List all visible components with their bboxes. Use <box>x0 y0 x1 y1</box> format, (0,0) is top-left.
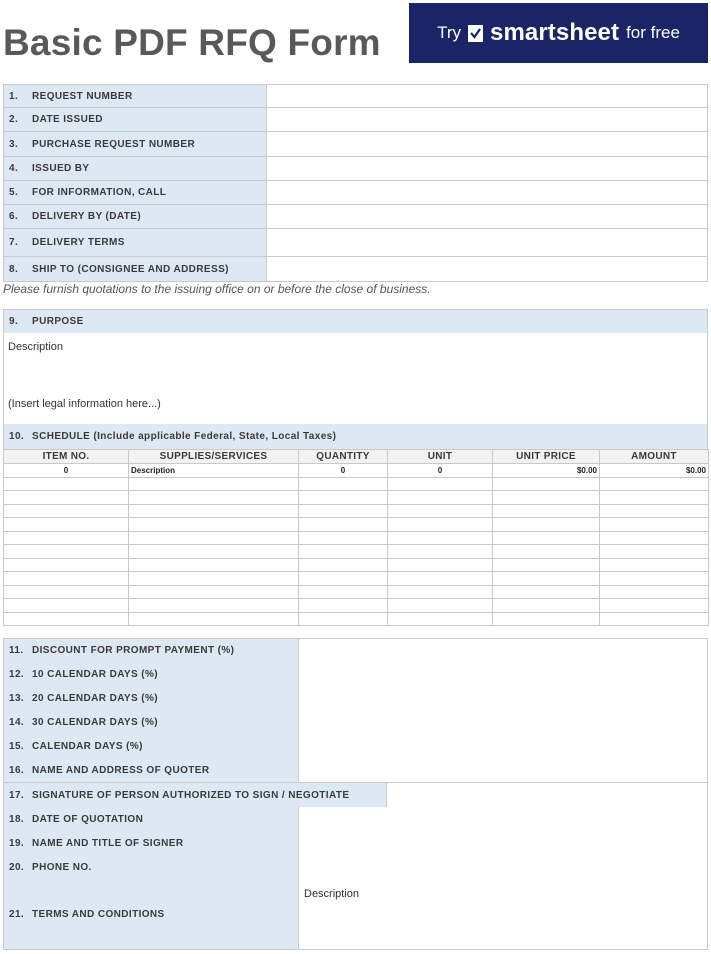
schedule-header <box>3 424 708 450</box>
purpose-description: Description <box>8 341 64 353</box>
field-label-text: FOR INFORMATION, CALL <box>32 187 167 198</box>
field-input-15[interactable] <box>299 734 708 759</box>
field-input-2[interactable] <box>267 108 708 132</box>
schedule-cell[interactable] <box>4 585 129 599</box>
field-num: 11. <box>9 645 24 656</box>
schedule-cell[interactable] <box>4 545 129 559</box>
field-input-12[interactable] <box>299 662 708 687</box>
schedule-cell[interactable] <box>129 572 299 586</box>
field-label-text: DATE OF QUOTATION <box>32 813 144 825</box>
field-label-text: 20 CALENDAR DAYS (%) <box>32 692 158 704</box>
field-num: 12. <box>9 668 25 680</box>
schedule-cell[interactable] <box>388 491 493 505</box>
field-num: 3. <box>9 138 19 150</box>
schedule-cell[interactable] <box>600 558 709 572</box>
field-label-16 <box>3 758 299 783</box>
field-label-3 <box>3 132 267 157</box>
schedule-cell[interactable] <box>388 572 493 586</box>
field-num: 5. <box>9 187 19 198</box>
schedule-cell[interactable] <box>388 477 493 491</box>
schedule-cell[interactable] <box>493 585 600 599</box>
field-input-5[interactable] <box>267 181 708 205</box>
field-num: 6. <box>9 211 19 222</box>
field-input-11[interactable] <box>299 638 708 663</box>
schedule-col-header: UNIT PRICE <box>493 450 600 464</box>
schedule-cell[interactable] <box>129 585 299 599</box>
field-input-20[interactable] <box>299 855 708 880</box>
schedule-body <box>4 464 709 626</box>
field-num: 15. <box>9 740 25 752</box>
schedule-cell[interactable] <box>299 504 388 518</box>
schedule-cell[interactable] <box>600 531 709 545</box>
field-label-12 <box>3 662 299 687</box>
schedule-cell[interactable] <box>299 585 388 599</box>
field-label-15 <box>3 734 299 759</box>
field-label-4 <box>3 157 267 181</box>
field-label-text: SHIP TO (CONSIGNEE AND ADDRESS) <box>32 263 229 275</box>
schedule-cell[interactable] <box>129 599 299 613</box>
field-input-1[interactable] <box>267 84 708 108</box>
field-label-6 <box>3 205 267 229</box>
field-label-text: PURCHASE REQUEST NUMBER <box>32 138 196 150</box>
schedule-cell[interactable] <box>129 504 299 518</box>
field-label-text: CALENDAR DAYS (%) <box>32 740 143 752</box>
field-label-13 <box>3 686 299 711</box>
field-label-8 <box>3 257 267 282</box>
field-input-7[interactable] <box>267 229 708 257</box>
schedule-cell[interactable] <box>299 558 388 572</box>
schedule-cell[interactable] <box>299 491 388 505</box>
schedule-cell[interactable] <box>388 531 493 545</box>
terms-description: Description <box>304 888 360 900</box>
field-label-5 <box>3 181 267 205</box>
schedule-cell[interactable] <box>129 612 299 626</box>
schedule-cell[interactable]: $0.00 <box>600 464 709 478</box>
schedule-cell[interactable] <box>129 518 299 532</box>
field-num: 1. <box>9 90 19 102</box>
schedule-header-row <box>4 450 709 464</box>
schedule-row <box>4 545 709 559</box>
schedule-row <box>4 518 709 532</box>
terms-description-field[interactable] <box>299 879 708 950</box>
schedule-row <box>4 464 709 478</box>
legal-info-text: (Insert legal information here...) <box>8 398 161 410</box>
purpose-label: PURPOSE <box>32 316 84 327</box>
schedule-cell[interactable] <box>4 599 129 613</box>
field-label-19 <box>3 831 299 856</box>
schedule-cell[interactable]: 0 <box>299 464 388 478</box>
smartsheet-check-icon <box>468 25 483 42</box>
field-label-text: 30 CALENDAR DAYS (%) <box>32 716 158 728</box>
schedule-cell[interactable]: 0 <box>388 464 493 478</box>
schedule-cell[interactable] <box>4 518 129 532</box>
field-label-14 <box>3 710 299 735</box>
schedule-cell[interactable] <box>493 558 600 572</box>
field-label-text: NAME AND TITLE OF SIGNER <box>32 837 184 849</box>
field-num: 20. <box>9 861 25 873</box>
schedule-cell[interactable] <box>299 531 388 545</box>
field-label-text: PHONE NO. <box>32 861 92 873</box>
field-label-2 <box>3 108 267 132</box>
field-label-1 <box>3 84 267 108</box>
legal-info-field[interactable] <box>3 390 708 425</box>
schedule-cell[interactable] <box>388 585 493 599</box>
schedule-cell[interactable] <box>388 518 493 532</box>
schedule-cell[interactable] <box>299 477 388 491</box>
banner-brand: smartsheet <box>490 19 620 46</box>
schedule-col-header: QUANTITY <box>299 450 388 464</box>
field-num: 14. <box>9 716 25 728</box>
field-num: 7. <box>9 237 19 248</box>
schedule-cell[interactable] <box>493 599 600 613</box>
field-input-16[interactable] <box>299 758 708 783</box>
field-label-text: NAME AND ADDRESS OF QUOTER <box>32 764 210 776</box>
field-label-text: DELIVERY TERMS <box>32 237 125 248</box>
schedule-row <box>4 612 709 626</box>
field-label-text: DISCOUNT FOR PROMPT PAYMENT (%) <box>32 645 235 656</box>
schedule-row <box>4 531 709 545</box>
field-label-text: DATE ISSUED <box>32 114 103 125</box>
field-label-17 <box>3 783 387 808</box>
schedule-row <box>4 477 709 491</box>
schedule-cell[interactable] <box>600 545 709 559</box>
field-num: 8. <box>9 263 19 275</box>
schedule-cell[interactable] <box>4 504 129 518</box>
schedule-num: 10. <box>9 431 25 442</box>
schedule-cell[interactable] <box>493 477 600 491</box>
schedule-cell[interactable] <box>299 518 388 532</box>
schedule-cell[interactable] <box>129 531 299 545</box>
schedule-cell[interactable] <box>600 585 709 599</box>
field-input-19[interactable] <box>299 831 708 856</box>
terms-num: 21. <box>9 908 25 920</box>
schedule-row <box>4 599 709 613</box>
schedule-cell[interactable] <box>600 477 709 491</box>
schedule-cell[interactable] <box>299 612 388 626</box>
schedule-cell[interactable] <box>388 504 493 518</box>
field-num: 4. <box>9 163 19 174</box>
field-input-8[interactable] <box>267 257 708 282</box>
field-input-14[interactable] <box>299 710 708 735</box>
schedule-cell[interactable] <box>388 545 493 559</box>
schedule-table <box>3 449 709 626</box>
schedule-cell[interactable] <box>493 504 600 518</box>
schedule-cell[interactable] <box>493 572 600 586</box>
schedule-cell[interactable] <box>4 572 129 586</box>
field-num: 2. <box>9 114 19 125</box>
terms-label-cell <box>3 879 299 950</box>
schedule-row <box>4 572 709 586</box>
furnish-note: Please furnish quotations to the issuing office on or before the close of business. <box>3 282 431 296</box>
schedule-col-header: SUPPLIES/SERVICES <box>129 450 299 464</box>
field-num: 16. <box>9 764 25 776</box>
schedule-cell[interactable] <box>129 491 299 505</box>
schedule-cell[interactable] <box>600 599 709 613</box>
schedule-cell[interactable] <box>493 612 600 626</box>
schedule-cell[interactable] <box>493 531 600 545</box>
schedule-cell[interactable] <box>600 572 709 586</box>
field-num: 19. <box>9 837 25 849</box>
schedule-label: SCHEDULE (Include applicable Federal, State, Local Taxes) <box>32 431 337 442</box>
schedule-row <box>4 491 709 505</box>
schedule-cell[interactable] <box>600 518 709 532</box>
field-input-13[interactable] <box>299 686 708 711</box>
schedule-cell[interactable]: Description <box>129 464 299 478</box>
field-num: 17. <box>9 789 25 801</box>
schedule-cell[interactable] <box>388 558 493 572</box>
schedule-cell[interactable] <box>4 491 129 505</box>
schedule-cell[interactable] <box>4 531 129 545</box>
schedule-cell[interactable]: 0 <box>4 464 129 478</box>
field-label-11 <box>3 638 299 663</box>
banner-try-text: Try <box>437 23 461 42</box>
field-label-text: ISSUED BY <box>32 163 90 174</box>
schedule-cell[interactable] <box>493 518 600 532</box>
schedule-col-header: AMOUNT <box>600 450 709 464</box>
field-input-4[interactable] <box>267 157 708 181</box>
schedule-col-header: ITEM NO. <box>4 450 129 464</box>
schedule-cell[interactable] <box>600 504 709 518</box>
field-input-6[interactable] <box>267 205 708 229</box>
schedule-row <box>4 504 709 518</box>
schedule-cell[interactable]: $0.00 <box>493 464 600 478</box>
purpose-description-field[interactable] <box>3 333 708 391</box>
field-label-7 <box>3 229 267 257</box>
schedule-cell[interactable] <box>299 572 388 586</box>
schedule-cell[interactable] <box>299 599 388 613</box>
schedule-cell[interactable] <box>493 545 600 559</box>
schedule-row <box>4 585 709 599</box>
schedule-cell[interactable] <box>600 491 709 505</box>
schedule-cell[interactable] <box>493 491 600 505</box>
purpose-header <box>3 309 708 334</box>
field-num: 13. <box>9 692 25 704</box>
field-input-17[interactable] <box>387 783 708 808</box>
schedule-cell[interactable] <box>129 477 299 491</box>
field-label-text: DELIVERY BY (DATE) <box>32 211 142 222</box>
schedule-cell[interactable] <box>129 545 299 559</box>
field-label-text: REQUEST NUMBER <box>32 90 133 102</box>
terms-label: TERMS AND CONDITIONS <box>32 908 165 920</box>
field-input-3[interactable] <box>267 132 708 157</box>
smartsheet-banner[interactable] <box>409 3 708 63</box>
purpose-num: 9. <box>9 316 19 327</box>
page-title: Basic PDF RFQ Form <box>3 22 381 63</box>
field-num: 18. <box>9 813 25 825</box>
schedule-cell[interactable] <box>4 612 129 626</box>
schedule-cell[interactable] <box>600 612 709 626</box>
field-label-text: 10 CALENDAR DAYS (%) <box>32 668 158 680</box>
schedule-cell[interactable] <box>388 612 493 626</box>
schedule-cell[interactable] <box>4 558 129 572</box>
field-label-20 <box>3 855 299 880</box>
schedule-cell[interactable] <box>4 477 129 491</box>
field-label-text: SIGNATURE OF PERSON AUTHORIZED TO SIGN / NEGOTIATE <box>32 789 350 801</box>
schedule-row <box>4 558 709 572</box>
field-input-18[interactable] <box>299 807 708 832</box>
schedule-cell[interactable] <box>388 599 493 613</box>
schedule-cell[interactable] <box>129 558 299 572</box>
field-label-18 <box>3 807 299 832</box>
schedule-cell[interactable] <box>299 545 388 559</box>
schedule-col-header: UNIT <box>388 450 493 464</box>
banner-suffix: for free <box>626 23 680 42</box>
